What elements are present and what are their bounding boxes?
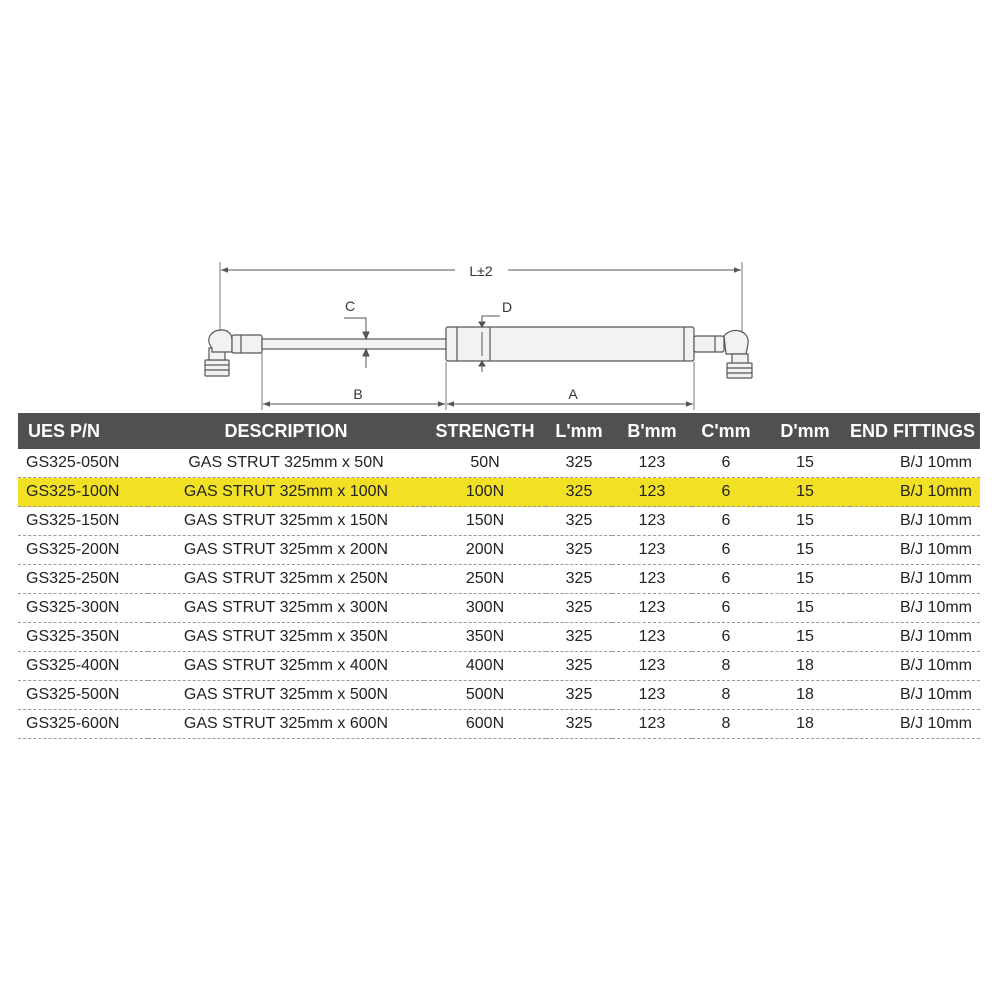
header-description: DESCRIPTION (148, 413, 424, 449)
cell-part-number: GS325-150N (18, 507, 148, 536)
body-length-dimension (447, 362, 694, 410)
table-row (18, 623, 980, 652)
cell-d-mm: 18 (760, 681, 850, 710)
cell-c-mm: 6 (692, 449, 760, 478)
cell-l-mm: 325 (546, 652, 612, 681)
cell-b-mm: 123 (612, 623, 692, 652)
cell-l-mm: 325 (546, 478, 612, 507)
left-end-fitting (205, 330, 262, 376)
table-row (18, 710, 980, 739)
cell-c-mm: 8 (692, 681, 760, 710)
cell-c-mm: 8 (692, 710, 760, 739)
cell-part-number: GS325-500N (18, 681, 148, 710)
cell-description: GAS STRUT 325mm x 250N (148, 565, 424, 594)
cell-l-mm: 325 (546, 507, 612, 536)
cell-description: GAS STRUT 325mm x 100N (148, 478, 424, 507)
header-d-mm: D'mm (760, 413, 850, 449)
table-row (18, 536, 980, 565)
cell-description: GAS STRUT 325mm x 200N (148, 536, 424, 565)
cell-c-mm: 6 (692, 478, 760, 507)
table-row (18, 449, 980, 478)
cell-l-mm: 325 (546, 449, 612, 478)
cell-description: GAS STRUT 325mm x 600N (148, 710, 424, 739)
cell-part-number: GS325-050N (18, 449, 148, 478)
spec-table (18, 413, 980, 739)
cell-description: GAS STRUT 325mm x 50N (148, 449, 424, 478)
cell-end-fittings: B/J 10mm (850, 623, 980, 652)
rod-length-dimension (262, 352, 446, 410)
table-row (18, 478, 980, 507)
cell-part-number: GS325-300N (18, 594, 148, 623)
cell-strength: 200N (424, 536, 546, 565)
cell-strength: 500N (424, 681, 546, 710)
cell-l-mm: 325 (546, 565, 612, 594)
cell-b-mm: 123 (612, 449, 692, 478)
table-header-row (18, 413, 980, 449)
table-row (18, 594, 980, 623)
header-strength: STRENGTH (424, 413, 546, 449)
cell-strength: 400N (424, 652, 546, 681)
cell-l-mm: 325 (546, 536, 612, 565)
table-row (18, 652, 980, 681)
header-c-mm: C'mm (692, 413, 760, 449)
body-diameter-label: D (501, 299, 513, 315)
cell-description: GAS STRUT 325mm x 300N (148, 594, 424, 623)
cell-end-fittings: B/J 10mm (850, 507, 980, 536)
table-body (18, 449, 980, 739)
cell-d-mm: 15 (760, 507, 850, 536)
header-part-number: UES P/N (18, 413, 148, 449)
cell-description: GAS STRUT 325mm x 500N (148, 681, 424, 710)
cell-end-fittings: B/J 10mm (850, 652, 980, 681)
cell-c-mm: 6 (692, 594, 760, 623)
cell-c-mm: 8 (692, 652, 760, 681)
cell-c-mm: 6 (692, 623, 760, 652)
cell-strength: 600N (424, 710, 546, 739)
cylinder-body (446, 327, 694, 361)
cell-part-number: GS325-600N (18, 710, 148, 739)
cell-d-mm: 15 (760, 449, 850, 478)
cell-d-mm: 15 (760, 565, 850, 594)
cell-part-number: GS325-250N (18, 565, 148, 594)
cell-end-fittings: B/J 10mm (850, 536, 980, 565)
cell-description: GAS STRUT 325mm x 350N (148, 623, 424, 652)
cell-c-mm: 6 (692, 536, 760, 565)
cell-d-mm: 15 (760, 536, 850, 565)
table-row (18, 681, 980, 710)
cell-part-number: GS325-400N (18, 652, 148, 681)
piston-rod (262, 339, 446, 349)
cell-description: GAS STRUT 325mm x 150N (148, 507, 424, 536)
cell-c-mm: 6 (692, 565, 760, 594)
cell-d-mm: 18 (760, 652, 850, 681)
rod-diameter-dimension (344, 298, 369, 368)
cell-part-number: GS325-100N (18, 478, 148, 507)
cell-part-number: GS325-350N (18, 623, 148, 652)
cell-b-mm: 123 (612, 507, 692, 536)
cell-d-mm: 15 (760, 478, 850, 507)
cell-b-mm: 123 (612, 565, 692, 594)
body-length-label: A (568, 386, 578, 402)
cell-l-mm: 325 (546, 594, 612, 623)
cell-strength: 350N (424, 623, 546, 652)
cell-end-fittings: B/J 10mm (850, 681, 980, 710)
cell-strength: 150N (424, 507, 546, 536)
cell-b-mm: 123 (612, 652, 692, 681)
cell-strength: 100N (424, 478, 546, 507)
cell-l-mm: 325 (546, 681, 612, 710)
gas-strut-diagram (0, 0, 1000, 410)
cell-strength: 300N (424, 594, 546, 623)
cell-end-fittings: B/J 10mm (850, 710, 980, 739)
cell-b-mm: 123 (612, 710, 692, 739)
cell-end-fittings: B/J 10mm (850, 565, 980, 594)
cell-part-number: GS325-200N (18, 536, 148, 565)
cell-b-mm: 123 (612, 536, 692, 565)
rod-length-label: B (353, 386, 363, 402)
cell-end-fittings: B/J 10mm (850, 478, 980, 507)
right-end-fitting (694, 330, 752, 378)
cell-d-mm: 15 (760, 594, 850, 623)
cell-b-mm: 123 (612, 478, 692, 507)
cell-strength: 50N (424, 449, 546, 478)
rod-diameter-label: C (344, 298, 356, 314)
cell-description: GAS STRUT 325mm x 400N (148, 652, 424, 681)
table-row (18, 565, 980, 594)
cell-l-mm: 325 (546, 710, 612, 739)
header-b-mm: B'mm (612, 413, 692, 449)
cell-b-mm: 123 (612, 594, 692, 623)
cell-end-fittings: B/J 10mm (850, 594, 980, 623)
header-l-mm: L'mm (546, 413, 612, 449)
cell-d-mm: 18 (760, 710, 850, 739)
cell-l-mm: 325 (546, 623, 612, 652)
table-row (18, 507, 980, 536)
cell-b-mm: 123 (612, 681, 692, 710)
cell-d-mm: 15 (760, 623, 850, 652)
overall-length-label: L±2 (469, 263, 493, 279)
cell-end-fittings: B/J 10mm (850, 449, 980, 478)
header-end-fittings: END FITTINGS (850, 413, 980, 449)
cell-c-mm: 6 (692, 507, 760, 536)
cell-strength: 250N (424, 565, 546, 594)
